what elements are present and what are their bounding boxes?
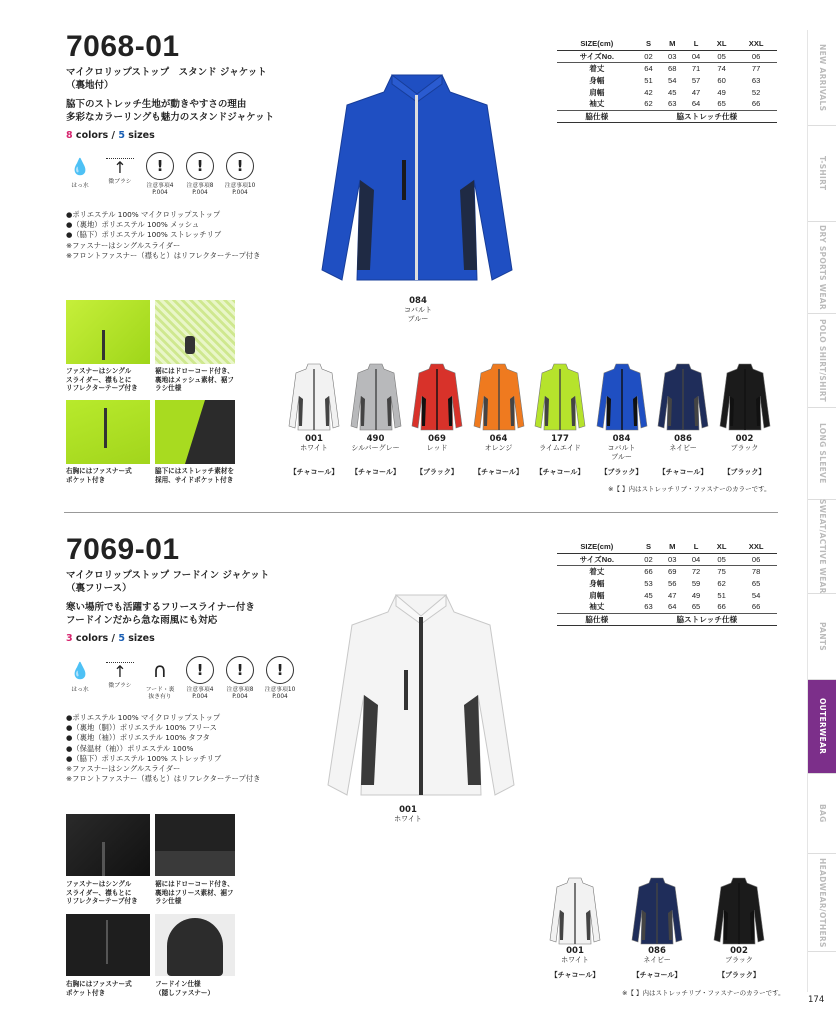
product-code: 7069-01 — [66, 533, 180, 566]
swatch-rib-color: 【ブラック】 — [723, 468, 766, 476]
swatch-code: 084 — [612, 434, 631, 444]
sidebar-tab-label: T-SHIRT — [818, 156, 827, 191]
sidebar-tab-label: NEW ARRIVALS — [818, 43, 827, 112]
water-repellent-icon: 💧 はっ水 — [70, 660, 90, 693]
sidebar-tab[interactable] — [808, 594, 836, 680]
swatch-rib-color: 【ブラック】 — [600, 468, 643, 476]
swatch-label — [407, 434, 467, 453]
notice-4-icon: ! 注意事項4 P.004 — [144, 152, 176, 197]
catchcopy: 脇下のストレッチ生地が動きやすさの理由 多彩なカラーリングも魅力のスタンドジャケット — [66, 99, 275, 123]
swatch-code: 069 — [428, 434, 446, 444]
detail-caption: 裾にはドローコード付き、 裏地はフリース素材、裾フ ラシ仕様 — [155, 880, 234, 905]
sidebar-tab[interactable] — [808, 222, 836, 314]
sidebar-tab[interactable] — [808, 774, 836, 854]
sidebar-tab-label: HEADWEAR/OTHERS — [818, 857, 827, 948]
product-code: 7068-01 — [66, 30, 180, 63]
swatch-jacket-image — [350, 362, 402, 436]
swatch-color-name: シルバーグレー — [351, 444, 400, 452]
swatch-jacket-image — [411, 362, 463, 436]
swatch-code: 086 — [674, 434, 692, 444]
sidebar-tab-label: LONG SLEEVE — [818, 423, 827, 484]
swatch-rib-color: 【チャコール】 — [550, 971, 600, 979]
main-jacket-image — [318, 590, 524, 802]
detail-caption: 裾にはドローコード付き、 裏地はメッシュ素材、裾フ ラシ仕様 — [155, 367, 234, 392]
feature-icons — [64, 152, 256, 197]
swatch-jacket-image — [657, 362, 709, 436]
swatch-label — [530, 434, 590, 453]
sidebar-tab[interactable] — [808, 854, 836, 952]
detail-photo-pocket — [66, 914, 150, 976]
notice-8-icon: ! 注意事項8 P.004 — [224, 656, 256, 701]
color-size-count: 3 colors / 5 sizes — [66, 633, 155, 644]
swatch-jacket-image — [719, 362, 771, 436]
nap-brush-icon: ↑ 微ブラシ — [104, 152, 136, 197]
jacket-illustration — [312, 70, 522, 292]
rib-color-note: ※【 】内はストレッチリブ・ファスナーのカラーです。 — [608, 485, 771, 493]
notice-4-icon: ! 注意事項4 P.004 — [184, 656, 216, 701]
rib-color-note: ※【 】内はストレッチリブ・ファスナーのカラーです。 — [622, 989, 785, 997]
notice-10-icon: ! 注意事項10 P.004 — [264, 656, 296, 701]
main-jacket-image — [312, 70, 522, 292]
detail-caption: 脇下にはストレッチ素材を 採用、サイドポケット付き — [155, 467, 235, 484]
product-title: マイクロリップストップ フードイン ジャケット （裏フリース） — [66, 570, 270, 594]
swatch-label — [653, 434, 713, 453]
swatch-rib-color: 【ブラック】 — [718, 971, 760, 979]
swatch-color-name: ネイビー — [669, 444, 697, 452]
swatch-color-name: コバルト ブルー — [607, 444, 636, 461]
swatch-rib-color: 【チャコール】 — [658, 468, 708, 476]
swatch-code: 002 — [730, 946, 748, 956]
sidebar-tab[interactable] — [808, 500, 836, 594]
detail-photo-collar — [66, 814, 150, 876]
swatch-color-name: ホワイト — [561, 956, 589, 964]
swatch-color-name: ブラック — [730, 444, 759, 452]
detail-photo-hood — [155, 914, 235, 976]
detail-photo-hem — [155, 814, 235, 876]
swatch-code: 001 — [566, 946, 584, 956]
swatch-jacket-image — [713, 876, 765, 950]
material-specs: ●ポリエステル 100% マイクロリップストップ ●（裏地（胴））ポリエステル 100% フリース ●（裏地（袖））ポリエステル 100% タフタ ●（保温材（袖））ポリエステル 100% ●（脇下）ポリエステル 100% ストレッチリブ ※ファスナーはシングルスライダー ※フロントファスナー（襟もと）はリフレクターテープ付き — [66, 713, 261, 784]
sidebar-tab-label: DRY SPORTS WEAR — [818, 225, 827, 310]
swatch-rib-color: 【ブラック】 — [416, 468, 458, 476]
swatch-label — [627, 946, 687, 965]
water-repellent-icon: 💧 はっ水 — [70, 156, 90, 189]
sidebar-tab-label: SWEAT/ACTIVE WEAR — [818, 499, 827, 594]
sidebar-tab[interactable] — [808, 314, 836, 408]
swatch-color-name: ネイビー — [643, 956, 671, 964]
swatch-label — [346, 434, 406, 453]
swatch-jacket-image — [549, 876, 601, 950]
main-color-label: 001 ホワイト — [394, 805, 422, 823]
swatch-rib-color: 【チャコール】 — [632, 971, 682, 979]
main-color-label: 084 コバルト ブルー — [404, 296, 432, 323]
size-table: SIZE(cm) S M L XL XXL サイズNo. 02 03 04 05 06 着丈 66 69 72 75 78 身幅 53 56 59 62 65 肩幅 45 47 49 51 54 袖丈 63 64 65 66 66 脇仕様 脇ストレッチ仕様 — [557, 541, 777, 626]
swatch-jacket-image — [596, 362, 648, 436]
sidebar-tab[interactable] — [808, 30, 836, 126]
detail-caption: ファスナーはシングル スライダー、襟もとに リフレクターテープ付き — [66, 880, 138, 905]
swatch-code: 086 — [648, 946, 666, 956]
swatch-label — [715, 434, 775, 453]
swatch-label — [284, 434, 344, 453]
swatch-label — [592, 434, 652, 461]
swatch-jacket-image — [473, 362, 525, 436]
material-specs: ●ポリエステル 100% マイクロリップストップ ●（裏地）ポリエステル 100% メッシュ ●（脇下）ポリエステル 100% ストレッチリブ ※ファスナーはシングルスライダー ※フロントファスナー（襟もと）はリフレクターテープ付き — [66, 210, 261, 260]
sidebar-tab[interactable] — [808, 126, 836, 222]
swatch-color-name: ライムエイド — [539, 444, 581, 452]
detail-photo-collar — [66, 300, 150, 364]
section-divider — [64, 512, 778, 513]
sidebar-tab[interactable] — [808, 408, 836, 500]
catchcopy: 寒い場所でも活躍するフリースライナー付き フードインだから急な雨風にも対応 — [66, 602, 255, 626]
swatch-code: 177 — [551, 434, 569, 444]
swatch-jacket-image — [288, 362, 340, 436]
category-sidebar — [807, 30, 836, 992]
detail-photo-pocket — [66, 400, 150, 464]
detail-caption: ファスナーはシングル スライダー、襟もとに リフレクターテープ付き — [66, 367, 138, 392]
color-size-count: 8 colors / 5 sizes — [66, 130, 155, 141]
swatch-color-name: ブラック — [725, 956, 753, 964]
swatch-rib-color: 【チャコール】 — [351, 468, 400, 476]
sidebar-tab-label: OUTERWEAR — [818, 698, 827, 755]
swatch-label — [469, 434, 529, 453]
sidebar-tab[interactable] — [808, 680, 836, 774]
page-number: 174 — [808, 995, 825, 1005]
product-title: マイクロリップストップ スタンド ジャケット （裏地付） — [66, 67, 267, 91]
swatch-code: 490 — [366, 434, 385, 444]
detail-caption: 右胸にはファスナー式 ポケット付き — [66, 467, 132, 484]
swatch-rib-color: 【チャコール】 — [535, 468, 585, 476]
swatch-color-name: ホワイト — [300, 444, 328, 452]
swatch-code: 002 — [735, 434, 754, 444]
hood-in-icon: ∩ フード・裏 抜き有り — [145, 658, 175, 700]
swatch-label — [545, 946, 605, 965]
swatch-color-name: オレンジ — [484, 444, 513, 452]
swatch-label — [709, 946, 769, 965]
sidebar-tab-label: PANTS — [818, 622, 827, 651]
sidebar-tab-label: POLO SHIRT/SHIRT — [818, 319, 827, 402]
size-table: SIZE(cm) S M L XL XXL サイズNo. 02 03 04 05 06 着丈 64 68 71 74 77 身幅 51 54 57 60 63 肩幅 42 45 47 49 52 袖丈 62 63 64 65 66 脇仕様 脇ストレッチ仕様 — [557, 38, 777, 123]
notice-10-icon: ! 注意事項10 P.004 — [224, 152, 256, 197]
swatch-jacket-image — [534, 362, 586, 436]
detail-photo-side — [155, 400, 235, 464]
swatch-color-name: レッド — [426, 444, 448, 452]
detail-photo-hem — [155, 300, 235, 364]
feature-icons — [64, 656, 296, 701]
swatch-code: 064 — [489, 434, 508, 444]
sidebar-tab-label: BAG — [818, 804, 827, 823]
nap-brush-icon: ↑ 微ブラシ — [104, 656, 136, 701]
swatch-jacket-image — [631, 876, 683, 950]
notice-8-icon: ! 注意事項8 P.004 — [184, 152, 216, 197]
swatch-rib-color: 【チャコール】 — [289, 468, 339, 476]
jacket-illustration — [318, 590, 524, 802]
detail-caption: 右胸にはファスナー式 ポケット付き — [66, 980, 132, 997]
detail-caption: フードイン仕様 （隠しファスナー） — [155, 980, 215, 997]
swatch-code: 001 — [305, 434, 323, 444]
swatch-rib-color: 【チャコール】 — [474, 468, 523, 476]
